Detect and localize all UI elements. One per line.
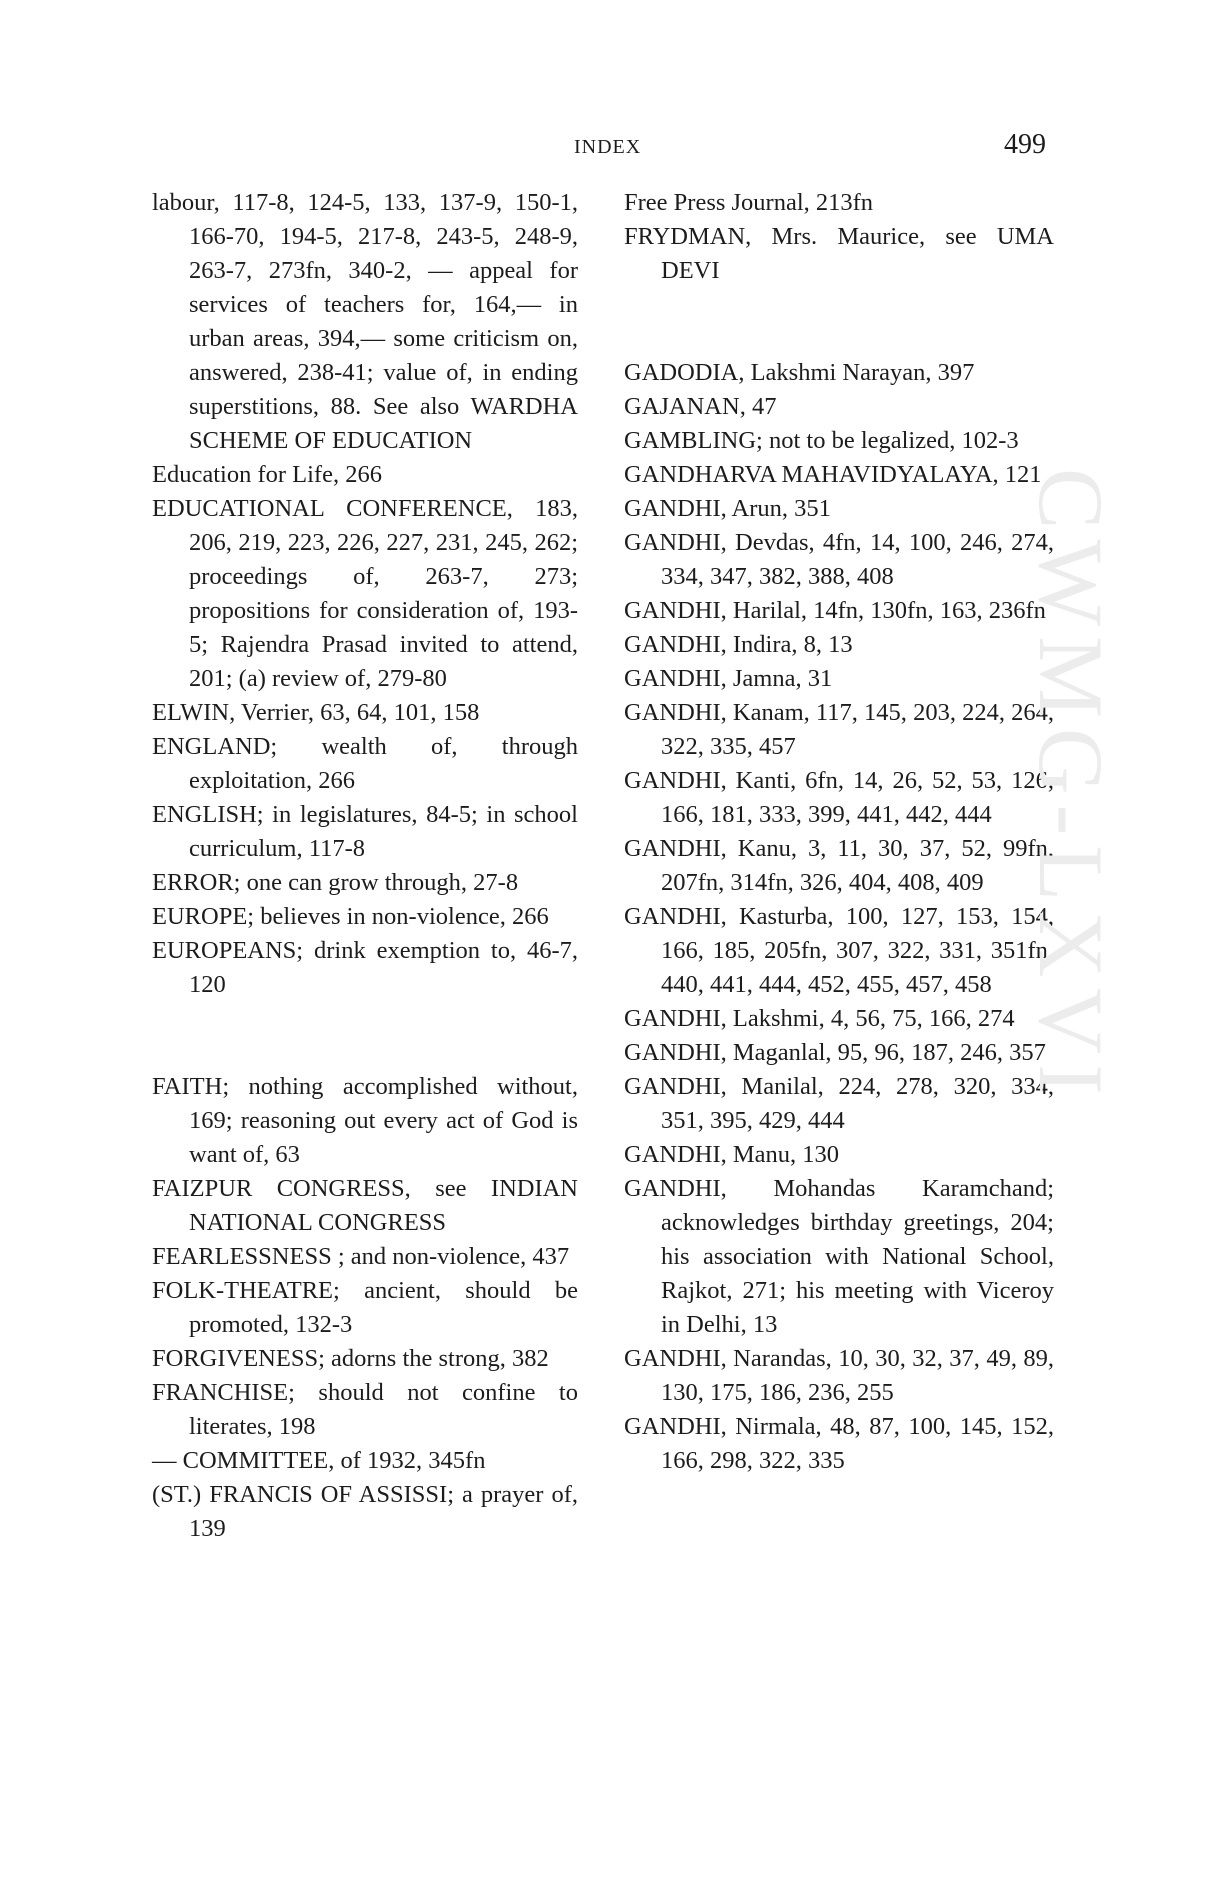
- index-entry: GANDHI, Maganlal, 95, 96, 187, 246, 357: [624, 1039, 1046, 1066]
- left-column: [152, 186, 578, 1546]
- index-entry: GANDHI, Arun, 351: [624, 495, 831, 522]
- index-entry: GANDHI, Jamna, 31: [624, 665, 833, 692]
- index-entry: FRYDMAN, Mrs. Maurice, see UMA DEVI: [624, 223, 1054, 284]
- watermark: CWMG-LXVI: [1020, 468, 1122, 1105]
- index-entry: — COMMITTEE, of 1932, 345fn: [152, 1447, 486, 1474]
- index-entry: Education for Life, 266: [152, 461, 382, 488]
- index-entry: EDUCATIONAL CONFERENCE, 183, 206, 219, 223, 226, 227, 231, 245, 262; proceedings of, 263-7, 273; propositions for consideration of, 193-5; Rajendra Prasad invited to attend, 201; (a) review of, 279-80: [152, 495, 578, 692]
- index-entry: GANDHI, Indira, 8, 13: [624, 631, 853, 658]
- index-entry: FEARLESSNESS ; and non-violence, 437: [152, 1243, 570, 1270]
- index-entry: Free Press Journal, 213fn: [624, 189, 874, 216]
- index-entry: GAMBLING; not to be legalized, 102-3: [624, 427, 1019, 454]
- index-entry: GANDHI, Narandas, 10, 30, 32, 37, 49, 89, 130, 175, 186, 236, 255: [624, 1345, 1054, 1406]
- index-entry: FOLK-THEATRE; ancient, should be promoted, 132-3: [152, 1277, 578, 1338]
- index-entry: GANDHI, Manilal, 224, 278, 320, 334, 351, 395, 429, 444: [624, 1073, 1054, 1134]
- index-entry: ENGLISH; in legislatures, 84-5; in school curriculum, 117-8: [152, 801, 578, 862]
- page-number: 499: [1004, 129, 1046, 160]
- index-entry: ERROR; one can grow through, 27-8: [152, 869, 519, 896]
- index-entry: GADODIA, Lakshmi Narayan, 397: [624, 359, 975, 386]
- index-entry: GANDHARVA MAHAVIDYALAYA, 121: [624, 461, 1042, 488]
- index-entry: FAIZPUR CONGRESS, see INDIAN NATIONAL CONGRESS: [152, 1175, 578, 1236]
- index-entry: ELWIN, Verrier, 63, 64, 101, 158: [152, 699, 480, 726]
- index-entry: FAITH; nothing accomplished without, 169; reasoning out every act of God is want of, 63: [152, 1073, 578, 1168]
- right-column: [624, 186, 1054, 1478]
- index-entry: GANDHI, Kasturba, 100, 127, 153, 154, 166, 185, 205fn, 307, 322, 331, 351fn, 440, 441, 444, 452, 455, 457, 458: [624, 903, 1054, 998]
- index-entry: GANDHI, Harilal, 14fn, 130fn, 163, 236fn: [624, 597, 1046, 624]
- letter-group-gap: [152, 1002, 578, 1070]
- index-entry: GANDHI, Nirmala, 48, 87, 100, 145, 152, 166, 298, 322, 335: [624, 1413, 1054, 1474]
- index-entry: FRANCHISE; should not confine to literates, 198: [152, 1379, 578, 1440]
- index-entry: GANDHI, Mohandas Karamchand; acknowledges birthday greetings, 204; his association with National School, Rajkot, 271; his meeting with Viceroy in Delhi, 13: [624, 1175, 1054, 1338]
- index-entry: GANDHI, Kanam, 117, 145, 203, 224, 264, 322, 335, 457: [624, 699, 1054, 760]
- index-entry: EUROPEANS; drink exemption to, 46-7, 120: [152, 937, 578, 998]
- index-entry: labour, 117-8, 124-5, 133, 137-9, 150-1, 166-70, 194-5, 217-8, 243-5, 248-9, 263-7, 273fn, 340-2, — appeal for services of teachers for, 164,— in urban areas, 394,— some criticism on, answered, 238-41; value of, in ending superstitions, 88. See also WARDHA SCHEME OF EDUCATION: [152, 189, 578, 454]
- index-entry: GANDHI, Kanu, 3, 11, 30, 37, 52, 99fn, 207fn, 314fn, 326, 404, 408, 409: [624, 835, 1054, 896]
- index-entry: GANDHI, Manu, 130: [624, 1141, 840, 1168]
- index-entry: FORGIVENESS; adorns the strong, 382: [152, 1345, 549, 1372]
- index-entry: ENGLAND; wealth of, through exploitation, 266: [152, 733, 578, 794]
- index-entry: GANDHI, Kanti, 6fn, 14, 26, 52, 53, 126, 166, 181, 333, 399, 441, 442, 444: [624, 767, 1054, 828]
- index-entry: GANDHI, Lakshmi, 4, 56, 75, 166, 274: [624, 1005, 1015, 1032]
- index-entry: GAJANAN, 47: [624, 393, 777, 420]
- index-entry: EUROPE; believes in non-violence, 266: [152, 903, 549, 930]
- index-entry: (ST.) FRANCIS OF ASSISSI; a prayer of, 139: [152, 1481, 578, 1542]
- index-entry: GANDHI, Devdas, 4fn, 14, 100, 246, 274, 334, 347, 382, 388, 408: [624, 529, 1054, 590]
- letter-group-gap: [624, 288, 1054, 356]
- running-header: INDEX: [574, 136, 642, 158]
